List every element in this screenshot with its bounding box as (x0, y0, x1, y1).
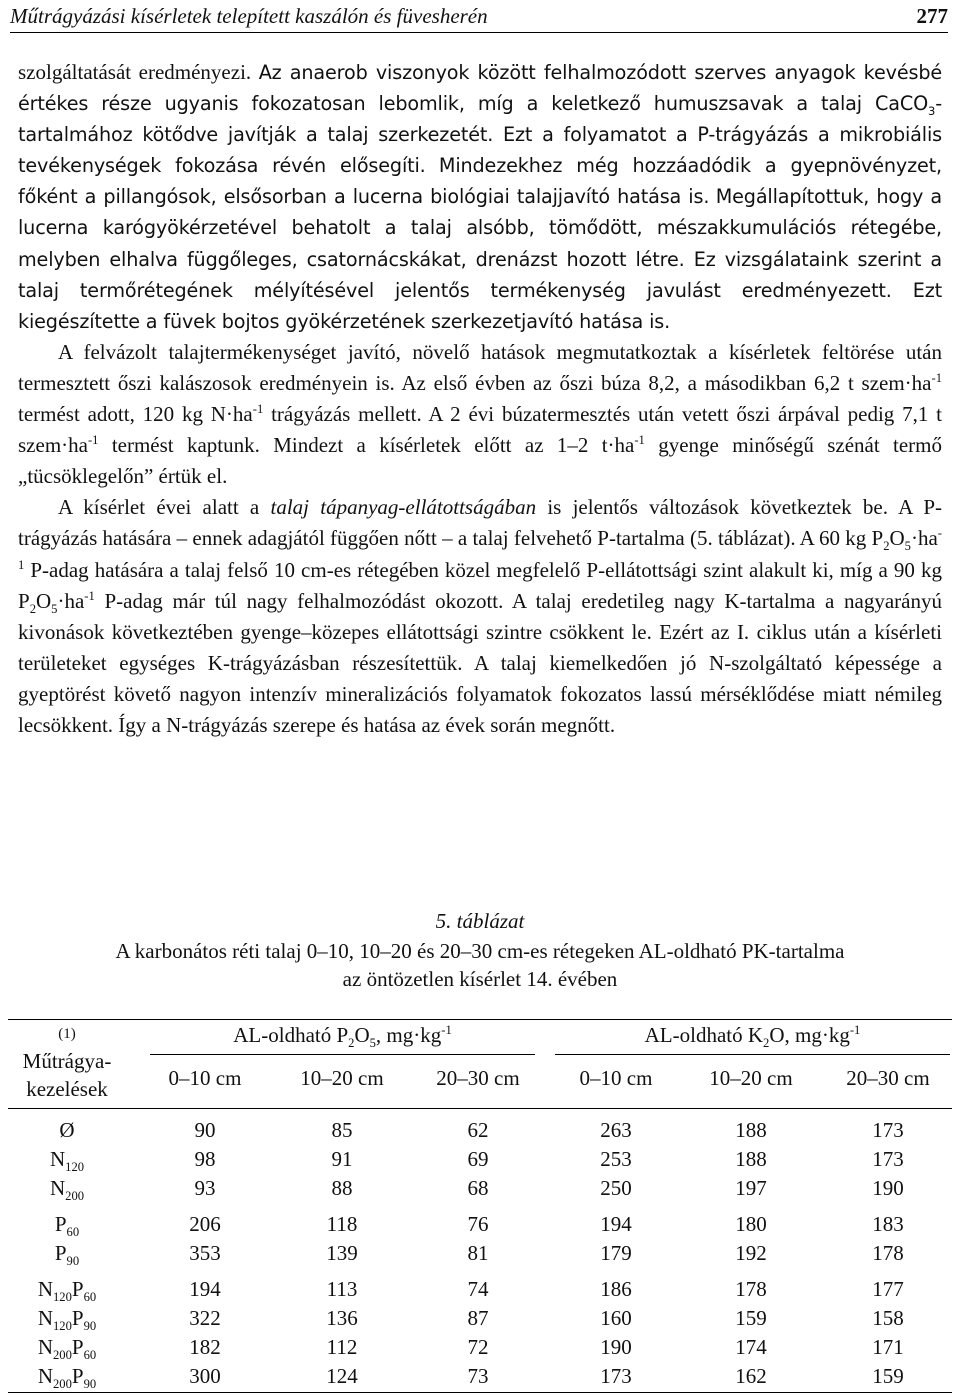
table-subtitle: az öntözetlen kísérlet 14. évében (342, 967, 618, 991)
table-cell: 160 (600, 1306, 632, 1330)
table-cell: 179 (600, 1241, 632, 1265)
table-bottom-rule (8, 1392, 952, 1393)
treatment-label: $N_{120}$ (49, 1147, 85, 1175)
table-cell: 91 (331, 1147, 353, 1171)
table-cell: 206 (189, 1212, 221, 1236)
table-cell: 112 (326, 1335, 358, 1359)
table-cell: 190 (600, 1335, 632, 1359)
depth-header-2: 20–30 cm (436, 1066, 520, 1090)
table-cell: 74 (467, 1277, 489, 1301)
table-cell: 250 (600, 1176, 632, 1200)
treatment-label: Ø (59, 1118, 75, 1142)
page-number: 277 (916, 4, 948, 28)
table-cell: 188 (735, 1147, 767, 1171)
paragraph-1: szolgáltatását eredményezi. Az anaerob viszonyok között felhalmozódott szerves anyagok kevésbé értékes része ugyanis fokozatosan lebomlik, míg a keletkező humuszsavak a talaj CaCO$_3$-tartalmához kötődve javítják a talaj szerkezetét. Ezt a folyamatot a P-trágyázás a mikrobiális tevékenységek fokozása révén elősegíti. Mindezekhez még hozzáadódik a gyepnövényzet, főként a pillangósok, elsősorban a lucerna biológiai talajjavító hatása is. Megállapítottuk, hogy a lucerna karógyökérzetével behatolt a talaj alsóbb, tömődött, mészakkumulációs rétegébe, melyben elhalva függőleges, csatornácskákat, drenázst hozott létre. Ez vizsgálataink szerint a talaj termőrétegének mélyítésével jelentős termékenység javulást eredményezett. Ezt kiegészítette a füvek bojtos gyökérzetének szerkezetjavító hatása is. (18, 60, 943, 333)
table-cell: 174 (735, 1335, 767, 1359)
table-cell: 353 (189, 1241, 221, 1265)
table-cell: 194 (189, 1277, 221, 1301)
depth-header-0: 0–10 cm (168, 1066, 242, 1090)
treatment-label: $N_{200}$ (49, 1176, 85, 1204)
table-cell: 178 (872, 1241, 904, 1265)
treatment-label: $P_{90}$ (54, 1241, 80, 1269)
table-cell: 159 (735, 1306, 767, 1330)
table-cell: 182 (189, 1335, 221, 1359)
table-cell: 186 (600, 1277, 632, 1301)
table-cell: 192 (735, 1241, 767, 1265)
running-header (10, 2, 948, 33)
depth-header-5: 20–30 cm (846, 1066, 930, 1090)
depth-header-3: 0–10 cm (579, 1066, 653, 1090)
table-cell: 81 (467, 1241, 489, 1265)
table-cell: 178 (735, 1277, 767, 1301)
treatment-label: $N_{200}P_{90}$ (37, 1364, 97, 1392)
table-cell: 69 (467, 1147, 489, 1171)
table-cell: 177 (872, 1277, 904, 1301)
table-cell: 194 (600, 1212, 632, 1236)
stub-label-2: kezelések (26, 1077, 108, 1101)
depth-header-1: 10–20 cm (300, 1066, 384, 1090)
table-cell: 173 (872, 1147, 904, 1171)
table-cell: 118 (326, 1212, 358, 1236)
running-title: Műtrágyázási kísérletek telepített kaszálón és füvesherén (10, 4, 488, 28)
table-cell: 124 (326, 1364, 358, 1388)
table-cell: 263 (600, 1118, 632, 1142)
table-cell: 113 (326, 1277, 358, 1301)
table-cell: 62 (467, 1118, 489, 1142)
table-header-rule (8, 1108, 952, 1109)
table-cell: 159 (872, 1364, 904, 1388)
k-group-header: AL-oldható $K_2O$, $mg\cdot kg^{-1}$ (644, 1023, 861, 1051)
table-cell: 300 (189, 1364, 221, 1388)
treatment-label: $N_{200}P_{60}$ (37, 1335, 97, 1363)
treatment-label: $P_{60}$ (54, 1212, 80, 1240)
paragraph-2: A felvázolt talajtermékenységet javító, növelő hatások megmutatkoztak a kísérletek feltörése után termesztett őszi kalászosok eredményein is. Az első évben az őszi búza 8,2, a másodikban 6,2 t $szem\cdot ha^{-1}$ termést adott, 120 kg $N\cdot ha^{-1}$ trágyázás mellett. A 2 évi búzatermesztés után vetett őszi árpával pedig 7,1 t $szem\cdot ha^{-1}$ termést kaptunk. Mindezt a kísérletek előtt az 1–2 $t\cdot ha^{-1}$ gyenge minőségű szénát termő „tücsöklegelőn” értük el. (18, 339, 943, 489)
paragraph-3: A kísérlet évei alatt a talaj tápanyag-ellátottságában is jelentős változások következtek be. A P-trágyázás hatására – ennek adagjától függően nőtt – a talaj felvehető P-tartalma (5. táblázat). A 60 kg $P_2O_5\cdot ha^{-1}$ P-adag hatására a talaj felső 10 cm-es rétegében közel megfelelő P-ellátottsági szint alakult ki, míg a 90 kg $P_2O_5\cdot ha^{-1}$ P-adag már túl nagy felhalmozódást okozott. A talaj eredetileg nagy K-tartalma a nagyarányú kivonások következtében gyenge–közepes ellátottsági szintre csökkent le. Ezért az I. ciklus után a kísérleti területeket egységes K-trágyázásban részesítettük. A talaj kiemelkedően jó N-szolgáltató képessége a gyeptörést követő nagyon intenzív mineralizációs folyamatok fokozatos lassú mérséklődése miatt némileg lecsökkent. Így a N-trágyázás szerepe és hatása az évek során megnőtt. (18, 495, 943, 737)
table-cell: 171 (872, 1335, 904, 1359)
stub-label-1: Műtrágya- (22, 1049, 112, 1073)
table-cell: 173 (872, 1118, 904, 1142)
table-cell: 180 (735, 1212, 767, 1236)
table-cell: 88 (331, 1176, 353, 1200)
body-text (18, 57, 942, 741)
p-group-header: AL-oldható $P_2O_5$, $mg\cdot kg^{-1}$ (233, 1023, 452, 1051)
p-group-rule (150, 1054, 535, 1055)
table-cell: 85 (331, 1118, 353, 1142)
stub-note: (1) (58, 1026, 76, 1042)
table-cell: 73 (467, 1364, 489, 1388)
depth-header-4: 10–20 cm (709, 1066, 793, 1090)
table-cell: 190 (872, 1176, 904, 1200)
table-cell: 72 (467, 1335, 489, 1359)
table-cell: 183 (872, 1212, 904, 1236)
table-cell: 322 (189, 1306, 221, 1330)
table-cell: 173 (600, 1364, 632, 1388)
table-top-rule (8, 1019, 952, 1020)
table-cell: 90 (194, 1118, 216, 1142)
table-cell: 139 (326, 1241, 358, 1265)
table-number: 5. táblázat (435, 909, 525, 933)
table-cell: 253 (600, 1147, 632, 1171)
table-cell: 98 (194, 1147, 216, 1171)
table-cell: 76 (467, 1212, 489, 1236)
table-cell: 93 (194, 1176, 216, 1200)
treatment-label: $N_{120}P_{90}$ (37, 1306, 97, 1334)
table-cell: 197 (735, 1176, 767, 1200)
table-cell: 162 (735, 1364, 767, 1388)
k-group-rule (555, 1054, 950, 1055)
treatment-label: $N_{120}P_{60}$ (37, 1277, 97, 1305)
table-cell: 68 (467, 1176, 489, 1200)
table-cell: 188 (735, 1118, 767, 1142)
table-title: A karbonátos réti talaj 0–10, 10–20 és 20–30 cm-es rétegeken AL-oldható PK-tartalma (115, 939, 845, 963)
table-cell: 158 (872, 1306, 904, 1330)
table-cell: 87 (467, 1306, 489, 1330)
table-cell: 136 (326, 1306, 358, 1330)
